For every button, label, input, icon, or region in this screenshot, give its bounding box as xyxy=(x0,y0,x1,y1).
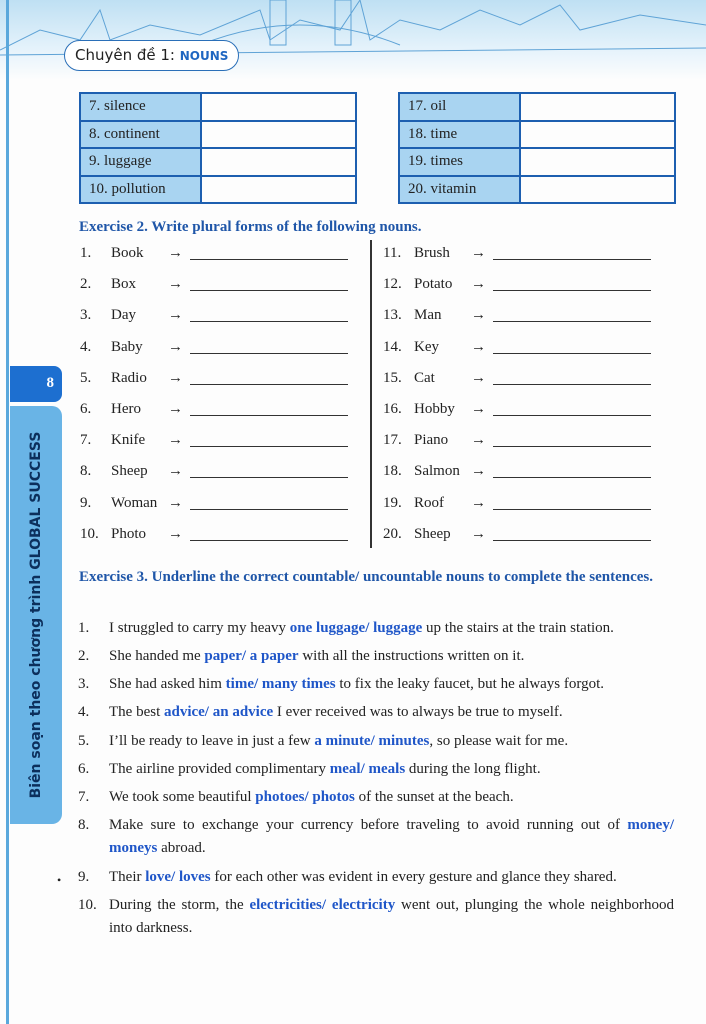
sentence-start: Make sure to exchange your currency before traveling to avoid running out of xyxy=(109,817,628,833)
table-row xyxy=(80,176,356,204)
item-word: Sheep xyxy=(414,525,451,542)
topic-name: NOUNS xyxy=(179,49,229,63)
answer-choices[interactable]: time/ many times xyxy=(225,676,336,692)
item-number: 7. xyxy=(80,432,92,449)
exercise-3-title xyxy=(79,566,673,589)
sentence xyxy=(109,673,674,696)
sentence-end: during the long flight. xyxy=(405,761,541,777)
sentence xyxy=(109,645,674,668)
answer-choices[interactable]: advice/ an advice xyxy=(163,704,274,720)
item-number: 6. xyxy=(80,401,92,417)
exercise-3-item xyxy=(78,894,674,940)
exercise-3-item xyxy=(78,866,674,889)
answer-blank[interactable] xyxy=(190,477,348,478)
answer-choices[interactable]: paper/ a paper xyxy=(204,648,299,664)
noun-cell: 7. silence xyxy=(80,93,201,121)
table-row xyxy=(399,176,675,204)
exercise-3-item xyxy=(78,730,674,753)
arrow-icon: → xyxy=(168,463,183,480)
exercise-2-title: Exercise 2. Write plural forms of the following nouns. xyxy=(79,219,422,235)
table-row xyxy=(80,121,356,149)
exercise-3-item xyxy=(78,617,674,640)
answer-blank[interactable] xyxy=(493,415,651,416)
answer-cell[interactable] xyxy=(201,176,356,204)
sentence xyxy=(109,786,674,809)
sentence xyxy=(109,894,674,940)
answer-blank[interactable] xyxy=(190,540,348,541)
item-word: Baby xyxy=(111,338,143,355)
table-row xyxy=(399,148,675,176)
sentence xyxy=(109,814,674,860)
bullet-mark: • xyxy=(57,873,62,887)
item-number: 14. xyxy=(383,338,402,355)
answer-cell[interactable] xyxy=(201,148,356,176)
arrow-icon: → xyxy=(471,432,486,449)
answer-blank[interactable] xyxy=(190,353,348,354)
noun-cell: 10. pollution xyxy=(80,176,201,204)
item-number: 2. xyxy=(80,276,92,293)
answer-choices[interactable]: photoes/ photos xyxy=(255,789,355,805)
item-number: 8. xyxy=(78,817,90,833)
arrow-icon: → xyxy=(471,369,486,386)
answer-choices[interactable]: love/ loves xyxy=(145,869,211,885)
item-word: Radio xyxy=(111,369,147,386)
item-word: Woman xyxy=(111,494,158,511)
item-number: 7. xyxy=(78,789,90,805)
exercise-3-item xyxy=(78,701,674,724)
arrow-icon: → xyxy=(168,307,183,324)
item-number: 9. xyxy=(78,869,90,885)
sentence-start: She had asked him xyxy=(109,676,226,692)
item-number: 3. xyxy=(78,676,90,692)
answer-blank[interactable] xyxy=(190,259,348,260)
table-row xyxy=(80,93,356,121)
item-number: 10. xyxy=(78,897,97,913)
noun-cell: 20. vitamin xyxy=(399,176,520,204)
arrow-icon: → xyxy=(471,245,486,261)
answer-cell[interactable] xyxy=(520,93,675,121)
sentence-start: The airline provided complimentary xyxy=(109,761,330,777)
answer-blank[interactable] xyxy=(493,353,651,354)
arrow-icon: → xyxy=(168,338,183,355)
sentence xyxy=(109,701,674,724)
arrow-icon: → xyxy=(168,276,183,293)
item-word: Sheep xyxy=(111,463,148,480)
item-word: Piano xyxy=(414,432,449,449)
table-row xyxy=(399,121,675,149)
item-word: Man xyxy=(414,307,442,324)
sentence-end: I ever received was to always be true to myself. xyxy=(273,704,563,720)
exercise-3-item xyxy=(78,814,674,860)
noun-cell: 18. time xyxy=(399,121,520,149)
answer-cell[interactable] xyxy=(201,93,356,121)
sentence-start: I’ll be ready to leave in just a few xyxy=(109,733,315,749)
item-number: 1. xyxy=(78,620,90,636)
item-word: Day xyxy=(111,307,136,324)
sentence xyxy=(109,617,674,640)
arrow-icon: → xyxy=(471,401,486,417)
sentence-end: for each other was evident in every gesture and glance they shared. xyxy=(210,869,617,885)
item-word: Hero xyxy=(111,401,141,417)
sentence-start: During the storm, the xyxy=(109,897,250,913)
answer-cell[interactable] xyxy=(520,148,675,176)
answer-cell[interactable] xyxy=(520,121,675,149)
answer-blank[interactable] xyxy=(493,509,651,510)
answer-blank[interactable] xyxy=(493,290,651,291)
item-number: 13. xyxy=(383,307,402,324)
arrow-icon: → xyxy=(168,494,183,511)
answer-choices[interactable]: a minute/ minutes xyxy=(314,733,430,749)
answer-blank[interactable] xyxy=(493,540,651,541)
arrow-icon: → xyxy=(471,494,486,511)
sentence-start: She handed me xyxy=(109,648,205,664)
sentence-start: Their xyxy=(109,869,146,885)
arrow-icon: → xyxy=(168,432,183,449)
noun-table-right xyxy=(398,92,676,204)
item-number: 12. xyxy=(383,276,402,293)
answer-blank[interactable] xyxy=(493,384,651,385)
topic-prefix: Chuyên đề 1: xyxy=(75,46,175,64)
answer-choices[interactable]: one luggage/ luggage xyxy=(289,620,423,636)
item-number: 11. xyxy=(383,245,402,261)
item-number: 5. xyxy=(80,369,92,386)
side-tab-label: Biên soạn theo chương trình GLOBAL SUCCESS xyxy=(28,431,44,799)
arrow-icon: → xyxy=(471,307,486,324)
sentence-end: abroad. xyxy=(157,840,206,856)
arrow-icon: → xyxy=(471,525,486,542)
sentence xyxy=(109,730,674,753)
answer-blank[interactable] xyxy=(190,290,348,291)
item-number: 10. xyxy=(80,525,99,542)
answer-cell[interactable] xyxy=(201,121,356,149)
side-tab xyxy=(10,406,62,824)
answer-blank[interactable] xyxy=(493,477,651,478)
table-row xyxy=(399,93,675,121)
item-number: 3. xyxy=(80,307,92,324)
exercise-3-item xyxy=(78,758,674,781)
noun-cell: 19. times xyxy=(399,148,520,176)
sentence-end: to fix the leaky faucet, but he always forgot. xyxy=(335,676,605,692)
item-word: Hobby xyxy=(414,401,455,417)
item-number: 16. xyxy=(383,401,402,417)
item-number: 9. xyxy=(80,494,92,511)
item-number: 2. xyxy=(78,648,90,664)
arrow-icon: → xyxy=(471,276,486,293)
item-number: 5. xyxy=(78,733,90,749)
sentence-end: up the stairs at the train station. xyxy=(422,620,614,636)
answer-choices[interactable]: electricities/ electricity xyxy=(249,897,396,913)
item-word: Key xyxy=(414,338,439,355)
item-word: Box xyxy=(111,276,137,293)
sentence-start: The best xyxy=(109,704,164,720)
column-divider xyxy=(370,240,372,548)
sentence xyxy=(109,758,674,781)
page-number: 8 xyxy=(10,366,62,402)
item-number: 17. xyxy=(383,432,402,449)
sentence-end: of the sunset at the beach. xyxy=(354,789,514,805)
page-border xyxy=(6,0,9,1024)
answer-choices[interactable]: meal/ meals xyxy=(329,761,406,777)
item-word: Knife xyxy=(111,432,146,449)
item-number: 15. xyxy=(383,369,402,386)
item-word: Photo xyxy=(111,525,147,542)
noun-cell: 8. continent xyxy=(80,121,201,149)
noun-table-left xyxy=(79,92,357,204)
answer-blank[interactable] xyxy=(190,446,348,447)
answer-blank[interactable] xyxy=(190,415,348,416)
noun-cell: 9. luggage xyxy=(80,148,201,176)
arrow-icon: → xyxy=(168,245,183,261)
exercise-3-item xyxy=(78,786,674,809)
item-number: 18. xyxy=(383,463,402,480)
sentence-end: , so please wait for me. xyxy=(429,733,569,749)
arrow-icon: → xyxy=(168,369,183,386)
answer-blank[interactable] xyxy=(190,509,348,510)
item-number: 8. xyxy=(80,463,92,480)
answer-blank[interactable] xyxy=(190,384,348,385)
answer-blank[interactable] xyxy=(190,321,348,322)
sentence xyxy=(109,866,674,889)
item-word: Potato xyxy=(414,276,453,293)
item-word: Roof xyxy=(414,494,444,511)
item-number: 4. xyxy=(78,704,90,720)
exercise-3-title-text: Exercise 3. Underline the correct countable/ uncountable nouns to complete the sentences. xyxy=(79,569,653,585)
item-number: 4. xyxy=(80,338,92,355)
exercise-3-item xyxy=(78,645,674,668)
answer-cell[interactable] xyxy=(520,176,675,204)
arrow-icon: → xyxy=(471,463,486,480)
table-row xyxy=(80,148,356,176)
item-word: Brush xyxy=(414,245,450,261)
item-number: 20. xyxy=(383,525,402,542)
arrow-icon: → xyxy=(168,401,183,417)
item-number: 19. xyxy=(383,494,402,511)
sentence-end: with all the instructions written on it. xyxy=(298,648,525,664)
noun-cell: 17. oil xyxy=(399,93,520,121)
item-number: 6. xyxy=(78,761,90,777)
arrow-icon: → xyxy=(168,525,183,542)
item-number: 1. xyxy=(80,245,92,261)
answer-blank[interactable] xyxy=(493,446,651,447)
answer-choices[interactable]: money/ moneys xyxy=(109,817,674,856)
answer-blank[interactable] xyxy=(493,259,651,260)
sentence-start: We took some beautiful xyxy=(109,789,256,805)
answer-blank[interactable] xyxy=(493,321,651,322)
item-word: Salmon xyxy=(414,463,460,480)
sentence-end: went out, plunging the whole neighborhood into darkness. xyxy=(109,897,674,936)
topic-badge xyxy=(64,40,239,71)
sentence-start: I struggled to carry my heavy xyxy=(109,620,290,636)
item-word: Book xyxy=(111,245,144,261)
exercise-3-item xyxy=(78,673,674,696)
arrow-icon: → xyxy=(471,338,486,355)
item-word: Cat xyxy=(414,369,435,386)
